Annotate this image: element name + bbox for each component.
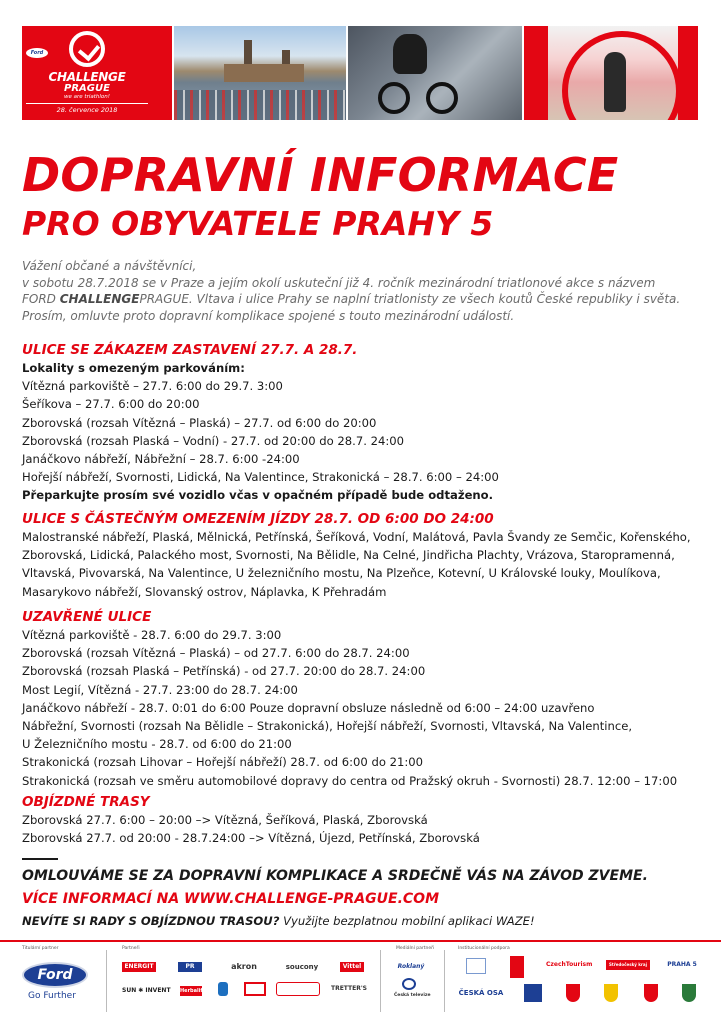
- apology-text: OMLOUVÁME SE ZA DOPRAVNÍ KOMPLIKACE A SRDEČNĚ VÁS NA ZÁVOD ZVEME.: [22, 868, 648, 884]
- group-label: Titulární partner: [22, 946, 59, 951]
- list-item: U Železničního mostu - 28.7. od 6:00 do 21:00: [22, 737, 292, 752]
- section-title: OBJÍZDNÉ TRASY: [22, 794, 150, 810]
- institution-logo: ČESKÁ OSA: [458, 989, 504, 997]
- coat-of-arms-icon: [524, 984, 542, 1002]
- list-item: Vítězná parkoviště – 27.7. 6:00 do 29.7. 3:00: [22, 379, 283, 394]
- website-link[interactable]: VÍCE INFORMACÍ NA WWW.CHALLENGE-PRAGUE.COM: [22, 891, 440, 907]
- list-item: Zborovská (rozsah Vítězná – Plaská) – od 27.7. 6:00 do 28.7. 24:00: [22, 646, 410, 661]
- list-item: Zborovská, Lidická, Palackého most, Svornosti, Na Bělidle, Na Celné, Jindřicha Plachty, Vrázova, Staropramenná,: [22, 548, 675, 563]
- list-item: Šeříkova – 27.7. 6:00 do 20:00: [22, 397, 200, 412]
- footer-partners: [0, 944, 721, 1024]
- section-title: UZAVŘENÉ ULICE: [22, 609, 152, 625]
- section-title: ULICE SE ZÁKAZEM ZASTAVENÍ 27.7. A 28.7.: [22, 342, 358, 358]
- coat-of-arms-icon: [682, 984, 696, 1002]
- partner-logo: akron: [231, 962, 257, 971]
- banner-shape: [678, 26, 698, 120]
- list-item: Strakonická (rozsah ve směru automobilové dopravy do centra od Pražský okruh - Svornosti) 28.7. 12:00 – 17:00: [22, 773, 678, 788]
- logo-tagline: we are triathlon!: [64, 94, 110, 100]
- header-banner: [22, 26, 700, 120]
- partner-logo-shape: [276, 982, 320, 996]
- group-label: Mediální partneři: [396, 946, 435, 951]
- list-item: Zborovská (rozsah Plaská – Petřínská) - od 27.7. 20:00 do 28.7. 24:00: [22, 664, 426, 679]
- logo-divider: [26, 103, 148, 104]
- partner-logo: ENERGIT: [122, 962, 156, 972]
- section-no-stopping: [22, 341, 712, 505]
- intro-line: v sobotu 28.7.2018 se v Praze a jejím okolí uskuteční již 4. ročník mezinárodní triatlonové akce s názvem: [22, 275, 656, 290]
- list-item: Zborovská 27.7. od 20:00 - 28.7.24:00 –> Vítězná, Újezd, Petřínská, Zborovská: [22, 831, 480, 846]
- ford-tagline: Go Further: [28, 991, 76, 1001]
- list-item: Nábřežní, Svornosti (rozsah Na Bělidle – Strakonická), Hořejší nábřeží, Svornosti, Vltavská, Na Valentince,: [22, 719, 633, 734]
- group-separator: [380, 950, 381, 1012]
- event-date: 28. července 2018: [56, 106, 118, 114]
- group-separator: [106, 950, 107, 1012]
- partner-logo: PR: [178, 962, 202, 972]
- partner-logo: Vittel: [340, 962, 364, 972]
- group-label: Institucionální podpora: [458, 946, 510, 951]
- intro-brand: CHALLENGE: [59, 292, 140, 306]
- group-separator: [444, 950, 445, 1012]
- title-partner-group: [22, 946, 59, 952]
- institution-logo: PRAHA 5: [667, 961, 697, 968]
- banner-shape: [524, 26, 548, 120]
- institution-logo: Středočeský kraj: [606, 960, 650, 970]
- coat-of-arms-icon: [644, 984, 658, 1002]
- list-item: Zborovská (rozsah Vítězná – Plaská) – 27.7. od 6:00 do 20:00: [22, 415, 377, 430]
- institution-logo-shape: [466, 958, 486, 974]
- list-item: Masarykovo nábřeží, Slovanský ostrov, Náplavka, K Přehradám: [22, 584, 387, 599]
- group-label: Partneři: [122, 946, 140, 951]
- building-shape: [224, 64, 304, 82]
- challenge-prague-logo: [22, 26, 172, 120]
- swimmers-shape: [174, 90, 346, 120]
- coat-of-arms-icon: [604, 984, 618, 1002]
- partner-logo-shape: [244, 982, 266, 996]
- partner-logo: TRETTER'S: [330, 985, 367, 992]
- runner-shape: [604, 52, 626, 112]
- list-item: Most Legií, Vítězná - 27.7. 23:00 do 28.7. 24:00: [22, 682, 298, 697]
- list-item: Janáčkovo nábřeží, Nábřežní – 28.7. 6:00 -24:00: [22, 452, 300, 467]
- partner-logo: Herbalife: [180, 988, 206, 994]
- section-detours: [22, 793, 712, 847]
- partner-logo: SUN ✱ INVENT: [122, 987, 171, 994]
- list-item: Zborovská (rozsah Plaská – Vodní) - 27.7. od 20:00 do 28.7. 24:00: [22, 433, 405, 448]
- intro-line: Prosím, omluvte proto dopravní komplikace spojené s touto mezinárodní událostí.: [22, 308, 515, 323]
- page-subtitle: PRO OBYVATELE PRAHY 5: [22, 204, 494, 243]
- list-item: Janáčkovo nábřeží - 28.7. 0:01 do 6:00 Pouze dopravní obsluze následně od 6:00 – 24:00 uzavřeno: [22, 700, 595, 715]
- wheel-shape: [426, 82, 458, 114]
- intro-paragraph: [22, 258, 712, 324]
- institution-logo: CzechTourism: [546, 961, 593, 968]
- towing-warning: Přeparkujte prosím své vozidlo včas v opačném případě bude odtaženo.: [22, 488, 494, 503]
- logo-challenge-text: CHALLENGE: [48, 70, 126, 84]
- logo-prague-text: PRAGUE: [64, 83, 110, 94]
- section-title: ULICE S ČÁSTEČNÝM OMEZENÍM JÍZDY 28.7. OD 6:00 DO 24:00: [22, 511, 494, 527]
- page-title: DOPRAVNÍ INFORMACE: [22, 148, 619, 202]
- waze-question: NEVÍTE SI RADY S OBJÍZDNOU TRASOU?: [22, 914, 280, 928]
- media-logo: Česká televize: [394, 993, 431, 998]
- media-group: [396, 946, 434, 952]
- ford-logo: Ford: [22, 962, 88, 988]
- intro-text: FORD: [22, 292, 60, 306]
- list-item: Zborovská 27.7. 6:00 – 20:00 –> Vítězná, Šeříková, Plaská, Zborovská: [22, 813, 428, 827]
- list-item: Hořejší nábřeží, Svornosti, Lidická, Na Valentince, Strakonická – 28.7. 6:00 – 24:00: [22, 470, 499, 485]
- intro-greeting: Vážení občané a návštěvníci,: [22, 259, 197, 273]
- footer-divider: [0, 940, 721, 942]
- list-item: Malostranské nábřeží, Plaská, Mělnická, Petřínská, Šeříková, Vodní, Malátová, Pavla Švandy ze Semčic, Kořenského,: [22, 530, 691, 544]
- photo-finish-line: [524, 26, 698, 120]
- coat-of-arms-icon: [566, 984, 580, 1002]
- partner-logo: soucony: [285, 963, 319, 971]
- ct-logo-icon: [402, 978, 416, 990]
- media-logo: Roklaný: [397, 963, 425, 970]
- list-item: Vítězná parkoviště - 28.7. 6:00 do 29.7. 3:00: [22, 628, 282, 642]
- partners-group: [122, 946, 140, 952]
- list-item: Vltavská, Pivovarská, Na Valentince, U železničního mostu, Na Plzeňce, Kotevní, U Královské louky, Moulíkova,: [22, 566, 661, 581]
- section-subtitle: Lokality s omezeným parkováním:: [22, 361, 245, 375]
- ford-mini-logo: Ford: [26, 48, 48, 58]
- wheel-shape: [378, 82, 410, 114]
- challenge-swoosh-icon: [69, 31, 105, 67]
- waze-note: [22, 912, 535, 930]
- intro-text: PRAGUE. Vltava i ulice Prahy se naplní triatlonisty ze všech koutů České republiky i světa.: [139, 292, 681, 306]
- intro-line: [22, 291, 712, 308]
- institution-group: [458, 946, 510, 952]
- partner-logo-shape: [218, 982, 228, 996]
- photo-prague-swim: [174, 26, 346, 120]
- section-closed-streets: [22, 608, 712, 790]
- section-partial-restriction: [22, 510, 712, 601]
- photo-cyclist: [348, 26, 522, 120]
- waze-answer: Využijte bezplatnou mobilní aplikaci WAZE!: [279, 914, 535, 928]
- rider-shape: [393, 34, 427, 74]
- institution-logo-shape: [510, 956, 524, 978]
- list-item: Strakonická (rozsah Lihovar – Hořejší nábřeží) 28.7. od 6:00 do 21:00: [22, 755, 424, 770]
- closing-divider: [22, 858, 58, 860]
